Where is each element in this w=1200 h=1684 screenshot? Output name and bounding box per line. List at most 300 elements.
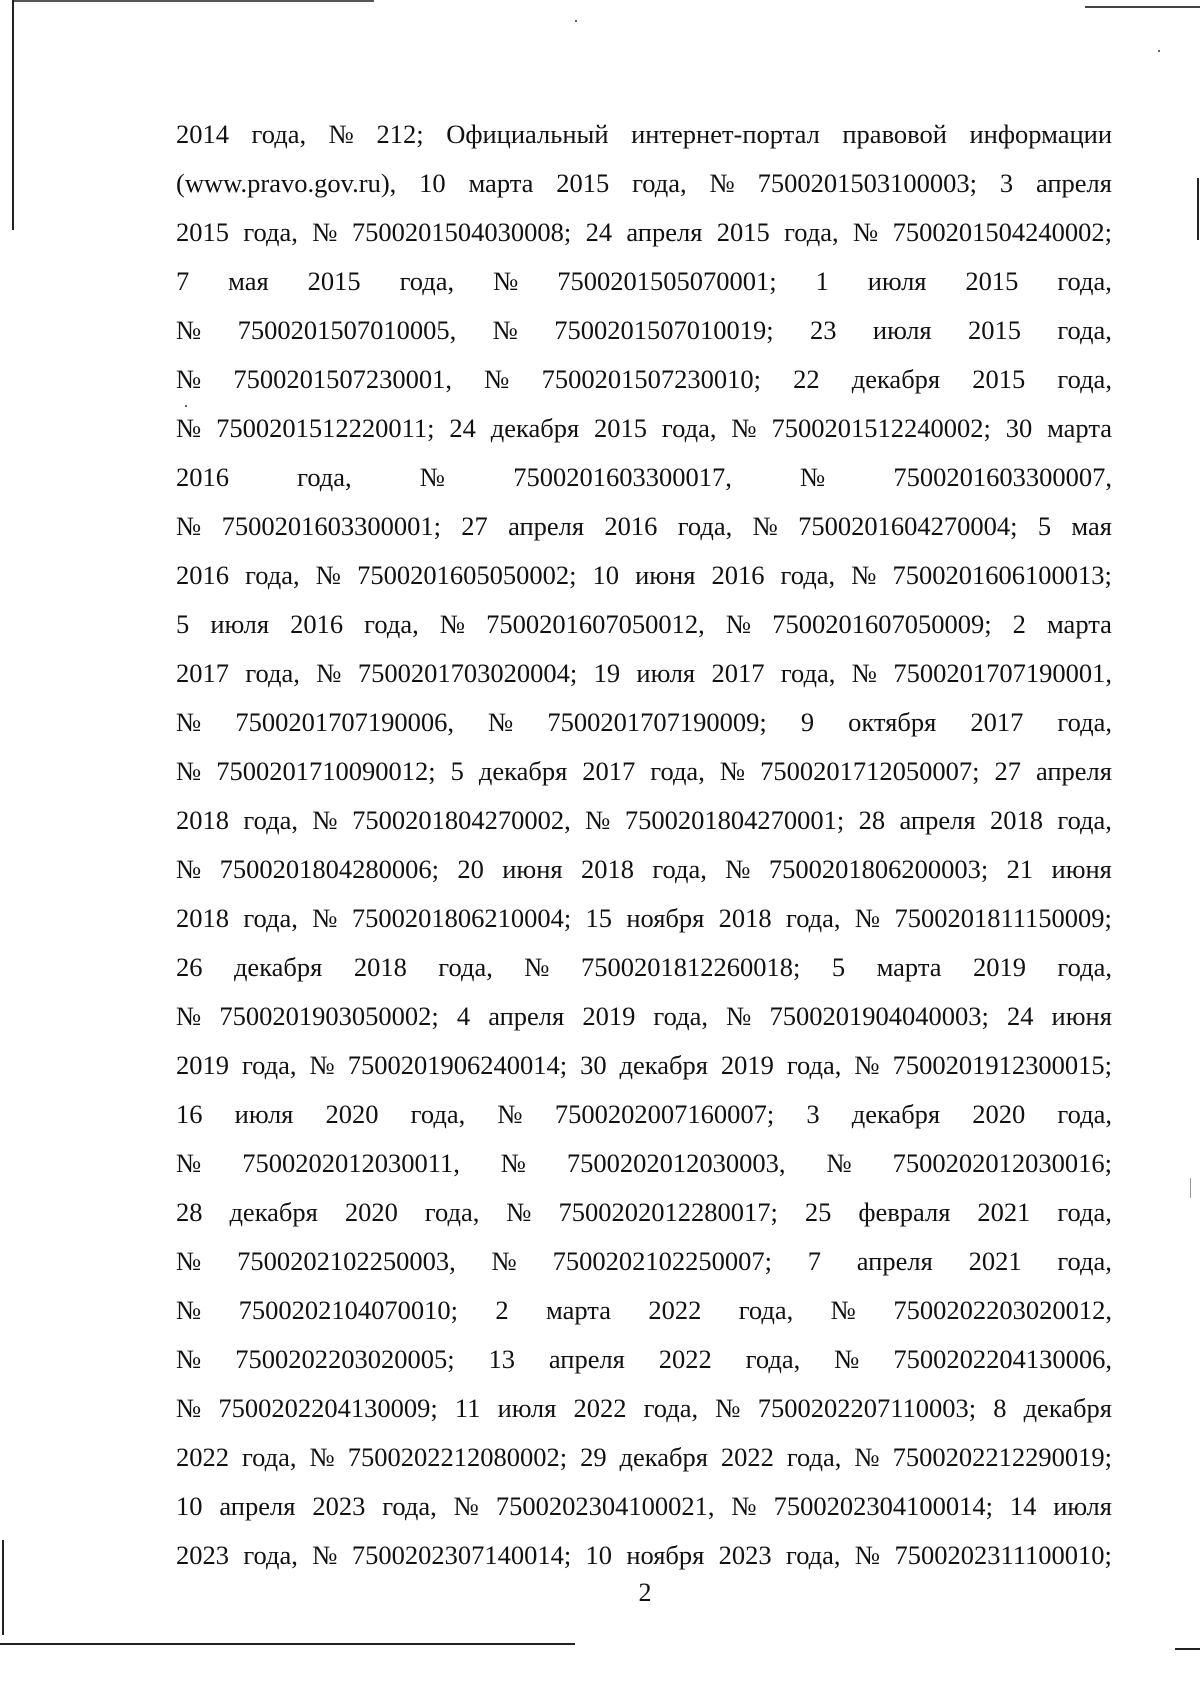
word: 2 [495,1295,509,1325]
word: 2016 [176,560,229,590]
text-line-content [176,208,1112,257]
word: № [488,707,514,737]
text-line [176,1433,1112,1482]
word: № [731,1491,757,1521]
word: 24 [585,217,613,247]
text-line-content [176,110,1112,159]
word: октября [848,707,937,737]
text-line-content [176,1335,1112,1384]
word: 5 [831,952,846,982]
word: 2015 [594,413,648,443]
word: 23 [810,315,837,345]
word: 29 [580,1442,607,1472]
word: 7500202212080002; [347,1442,568,1472]
word: 7500201804270001; [624,805,845,835]
word: 2022 [648,1295,702,1325]
word: 2021 [977,1197,1031,1227]
word: № [176,1148,202,1178]
word: июня [502,854,563,884]
text-line-content [176,1482,1112,1531]
word: 30 [580,1050,607,1080]
word: 2016 [604,511,658,541]
word: года, [677,511,733,541]
word: 7500201503100003; [757,168,978,198]
word: года, [243,217,298,247]
word: № [752,511,778,541]
word: № [826,1148,852,1178]
word: 3 [806,1099,820,1129]
word: 2018 [580,854,634,884]
word: июня [1051,1001,1112,1031]
text-line-content [176,257,1112,306]
word: 7500201906240014; [347,1050,568,1080]
word: 7500201603300007, [893,462,1112,492]
word: года, [632,168,687,198]
word: № [176,854,202,884]
text-line [176,404,1112,453]
word: года, [1057,707,1112,737]
word: 2015 [965,266,1019,296]
word: 24 [449,413,476,443]
word: № [719,756,746,786]
word: 7500201605050002; [357,560,577,590]
text-line [176,698,1112,747]
word: июня [1051,854,1112,884]
scan-edge-right-faint [1190,1178,1191,1198]
word: № [328,119,354,149]
word: 7500201512240002; [771,413,991,443]
word: 7500202212290019; [892,1442,1112,1472]
text-line-content [176,159,1112,208]
text-line-content [176,1041,1112,1090]
word: 10 [419,168,446,198]
word: 7500201607050012, [486,609,705,639]
word: марта [1046,609,1112,639]
word: 2016 [176,462,229,492]
word: 2018 [718,903,772,933]
word: 2020 [325,1099,379,1129]
text-line [176,1090,1112,1139]
word: года, [243,805,298,835]
text-line-content [176,306,1112,355]
body-text [176,110,1112,1580]
word: 7500202304100021, [495,1491,715,1521]
word: 7500202007160007; [554,1099,775,1129]
word: № [176,413,202,443]
text-line [176,796,1112,845]
word: № [500,1148,527,1178]
word: № [312,805,338,835]
word: 20 [457,854,484,884]
word: 2017 [711,658,765,688]
word: года, [410,1099,466,1129]
word: 7500201710090012; [216,756,436,786]
word: 7500201812260018; [581,952,801,982]
text-line [176,1531,1112,1580]
word: № [854,1540,881,1570]
word: 7500201504240002; [892,217,1112,247]
word: июля [636,658,696,688]
word: апреля [488,1001,565,1031]
word: года, [1057,952,1112,982]
text-line [176,208,1112,257]
scan-speck [575,20,577,22]
word: 15 [585,903,612,933]
word: декабря [851,364,941,394]
word: года, [243,903,298,933]
word: июня [635,560,696,590]
word: № [484,364,510,394]
word: года, [745,1344,801,1374]
word: 2015 [307,266,361,296]
word: 24 [1006,1001,1034,1031]
word: № [176,1393,202,1423]
word: 2022 [720,1442,774,1472]
text-line [176,747,1112,796]
word: апреля [626,217,703,247]
word: 7500202203020012, [893,1295,1112,1325]
word: 27 [994,756,1021,786]
word: июля [872,315,932,345]
word: № [176,364,202,394]
word: года, [1057,315,1112,345]
text-line [176,600,1112,649]
word: 2022 [658,1344,712,1374]
scan-edge-bottom-right [1175,1648,1200,1650]
word: года, [364,609,419,639]
word: 2023 [312,1491,366,1521]
word: 7500202204130006, [893,1344,1112,1374]
scan-speck [1158,50,1160,52]
word: ноября [626,903,705,933]
text-line [176,502,1112,551]
scan-edge-right [1197,178,1199,240]
word: 8 [993,1393,1007,1423]
word: апреля [219,1491,296,1521]
word: 13 [488,1344,515,1374]
word: года, [786,1050,842,1080]
word: года, [784,217,839,247]
page-number: 2 [638,1578,652,1607]
word: 7500202304100014; [773,1491,993,1521]
word: 7500202207110003; [757,1393,977,1423]
word: № [176,756,202,786]
text-line [176,159,1112,208]
word: информации [969,119,1112,149]
word: 19 [593,658,621,688]
word: декабря [1023,1393,1112,1423]
word: № [491,1246,517,1276]
word: 2015 [556,168,610,198]
word: № [726,1001,752,1031]
text-line-content [176,502,1112,551]
text-line-content [176,1433,1112,1482]
text-line-content [176,1531,1112,1580]
word: 30 [1005,413,1033,443]
word: апреля [1035,168,1112,198]
scan-edge-left [12,0,14,230]
word: года, [241,1050,297,1080]
word: 7500201804270002, [352,805,571,835]
word: № [851,560,877,590]
word: 7500202203020005; [235,1344,455,1374]
word: 7500202012030011, [242,1148,460,1178]
word: 7500202204130009; [218,1393,438,1423]
word: 2015 [967,315,1021,345]
word: года, [1057,1246,1112,1276]
word: 7500201507230001, [233,364,453,394]
word: года, [297,462,352,492]
word: 2 [1012,609,1026,639]
text-line [176,894,1112,943]
text-line-content [176,404,1112,453]
word: 2021 [968,1246,1022,1276]
word: № [312,1540,338,1570]
word: марта [468,168,534,198]
word: 7500201606100013; [892,560,1112,590]
word: 7500202012030003, [566,1148,786,1178]
word: июля [234,1099,294,1129]
word: года, [1057,364,1112,394]
word: (www.pravo.gov.ru), [176,168,397,198]
text-line [176,1237,1112,1286]
word: № [830,1295,856,1325]
word: декабря [619,1050,708,1080]
word: года, [424,1197,480,1227]
text-line-content [176,551,1112,600]
word: 5 [450,756,464,786]
text-line [176,1041,1112,1090]
word: 2018 [989,805,1043,835]
word: № [439,609,466,639]
word: 7500202104070010; [238,1295,459,1325]
word: 2019 [176,1050,229,1080]
text-line [176,551,1112,600]
word: 7500201512220011; [216,413,435,443]
word: года, [1057,1099,1112,1129]
word: 7500201806200003; [768,854,989,884]
word: 2016 [711,560,765,590]
scan-edge-top-left [14,0,374,2]
word: № [176,1246,202,1276]
word: 28 [858,805,886,835]
word: года, [251,119,307,149]
scan-edge-bottom [0,1643,575,1645]
text-line [176,1286,1112,1335]
word: 2015 [176,217,229,247]
word: декабря [233,952,323,982]
word: года, [438,952,493,982]
word: года, [653,1001,708,1031]
word: № [176,511,202,541]
word: июля [867,266,927,296]
word: года, [785,1540,841,1570]
word: декабря [478,756,568,786]
word: 7500201707190006, [235,707,454,737]
word: 26 [176,952,203,982]
word: 21 [1006,854,1034,884]
word: года, [650,756,705,786]
word: 7500201507230010; [541,364,761,394]
word: 7500201603300017, [513,462,732,492]
word: 2017 [582,756,636,786]
text-line-content [176,600,1112,649]
word: года, [245,560,300,590]
word: апреля [548,1344,625,1374]
word: марта [546,1295,611,1325]
word: 2018 [176,805,229,835]
word: 7 [176,266,190,296]
word: № [309,1050,335,1080]
word: года, [785,903,841,933]
word: 5 [176,609,190,639]
word: 7500201903050002; [219,1001,439,1031]
scan-edge-top-right [1085,6,1200,8]
word: 25 [804,1197,832,1227]
text-line-content [176,796,1112,845]
text-line-content [176,992,1112,1041]
text-line-content [176,1286,1112,1335]
word: 7500201507010005, [237,315,457,345]
word: № [799,462,826,492]
word: 2023 [718,1540,772,1570]
word: 27 [461,511,488,541]
word: № [176,1295,202,1325]
word: года, [780,560,836,590]
word: года, [652,854,707,884]
word: № [715,1393,741,1423]
text-line [176,110,1112,159]
word: 212; [376,119,424,149]
word: № [309,1442,335,1472]
word: 7500202102250007; [552,1246,772,1276]
word: года, [1057,1197,1112,1227]
word: № [176,707,202,737]
word: 4 [456,1001,471,1031]
text-line-content [176,1237,1112,1286]
text-line-content [176,845,1112,894]
word: года, [786,1442,842,1472]
word: декабря [851,1099,941,1129]
text-line [176,649,1112,698]
word: 2022 [176,1442,229,1472]
word: 2017 [176,658,229,688]
word: 2020 [972,1099,1026,1129]
text-line-content [176,698,1112,747]
word: года, [738,1295,794,1325]
word: 7500202012280017; [558,1197,778,1227]
word: № [176,1001,202,1031]
word: 2017 [970,707,1024,737]
text-line-content [176,1090,1112,1139]
word: ноября [626,1540,705,1570]
word: № [725,854,751,884]
word: № [497,1099,523,1129]
word: февраля [858,1197,951,1227]
word: года, [382,1491,437,1521]
word: № [731,413,757,443]
word: 7500201811150009; [894,903,1112,933]
word: 7500201806210004; [351,903,572,933]
word: 2020 [344,1197,398,1227]
word: 7500201707190009; [547,707,767,737]
word: № [453,1491,479,1521]
word: июля [210,609,270,639]
word: 2019 [582,1001,636,1031]
word: № [312,903,338,933]
word: № [506,1197,532,1227]
word: 2018 [353,952,407,982]
word: 10 [585,1540,612,1570]
word: № [316,658,342,688]
text-line-content [176,1139,1112,1188]
word: № [524,952,550,982]
text-line-content [176,1384,1112,1433]
word: 2015 [716,217,770,247]
text-line [176,1384,1112,1433]
word: 7500201804280006; [219,854,440,884]
word: № [854,1442,880,1472]
word: 7500201904040003; [769,1001,989,1031]
word: апреля [856,1246,933,1276]
word: 28 [176,1197,203,1227]
word: 2022 [573,1393,627,1423]
word: 2019 [720,1050,774,1080]
word: № [852,217,879,247]
word: 2016 [290,609,344,639]
word: № [315,560,341,590]
word: 3 [999,168,1014,198]
text-line-content [176,453,1112,502]
word: № [851,658,877,688]
word: 22 [793,364,820,394]
word: июля [1053,1491,1112,1521]
word: № [312,217,338,247]
word: 11 [454,1393,481,1423]
word: года, [399,266,455,296]
word: № [725,609,752,639]
word: декабря [229,1197,318,1227]
word: 7 [807,1246,821,1276]
word: марта [1047,413,1112,443]
word: 16 [176,1099,203,1129]
word: № [493,266,519,296]
word: июля [497,1393,557,1423]
word: года, [243,1540,298,1570]
word: № [709,168,735,198]
word: 7500201507010019; [554,315,774,345]
text-line-content [176,894,1112,943]
text-line [176,943,1112,992]
word: 7500201703020004; [357,658,578,688]
word: декабря [490,413,580,443]
word: декабря [619,1442,708,1472]
word: 7500202307140014; [351,1540,572,1570]
word: 7500201504030008; [351,217,572,247]
text-line [176,453,1112,502]
word: № [854,1050,880,1080]
word: 7500201707190001, [893,658,1112,688]
word: 7500201607050009; [772,609,992,639]
text-line-content [176,649,1112,698]
word: № [492,315,518,345]
word: 2014 [176,119,229,149]
word: № [176,1344,202,1374]
text-line [176,355,1112,404]
word: года, [780,658,836,688]
word: марта [876,952,942,982]
word: 2018 [176,903,229,933]
